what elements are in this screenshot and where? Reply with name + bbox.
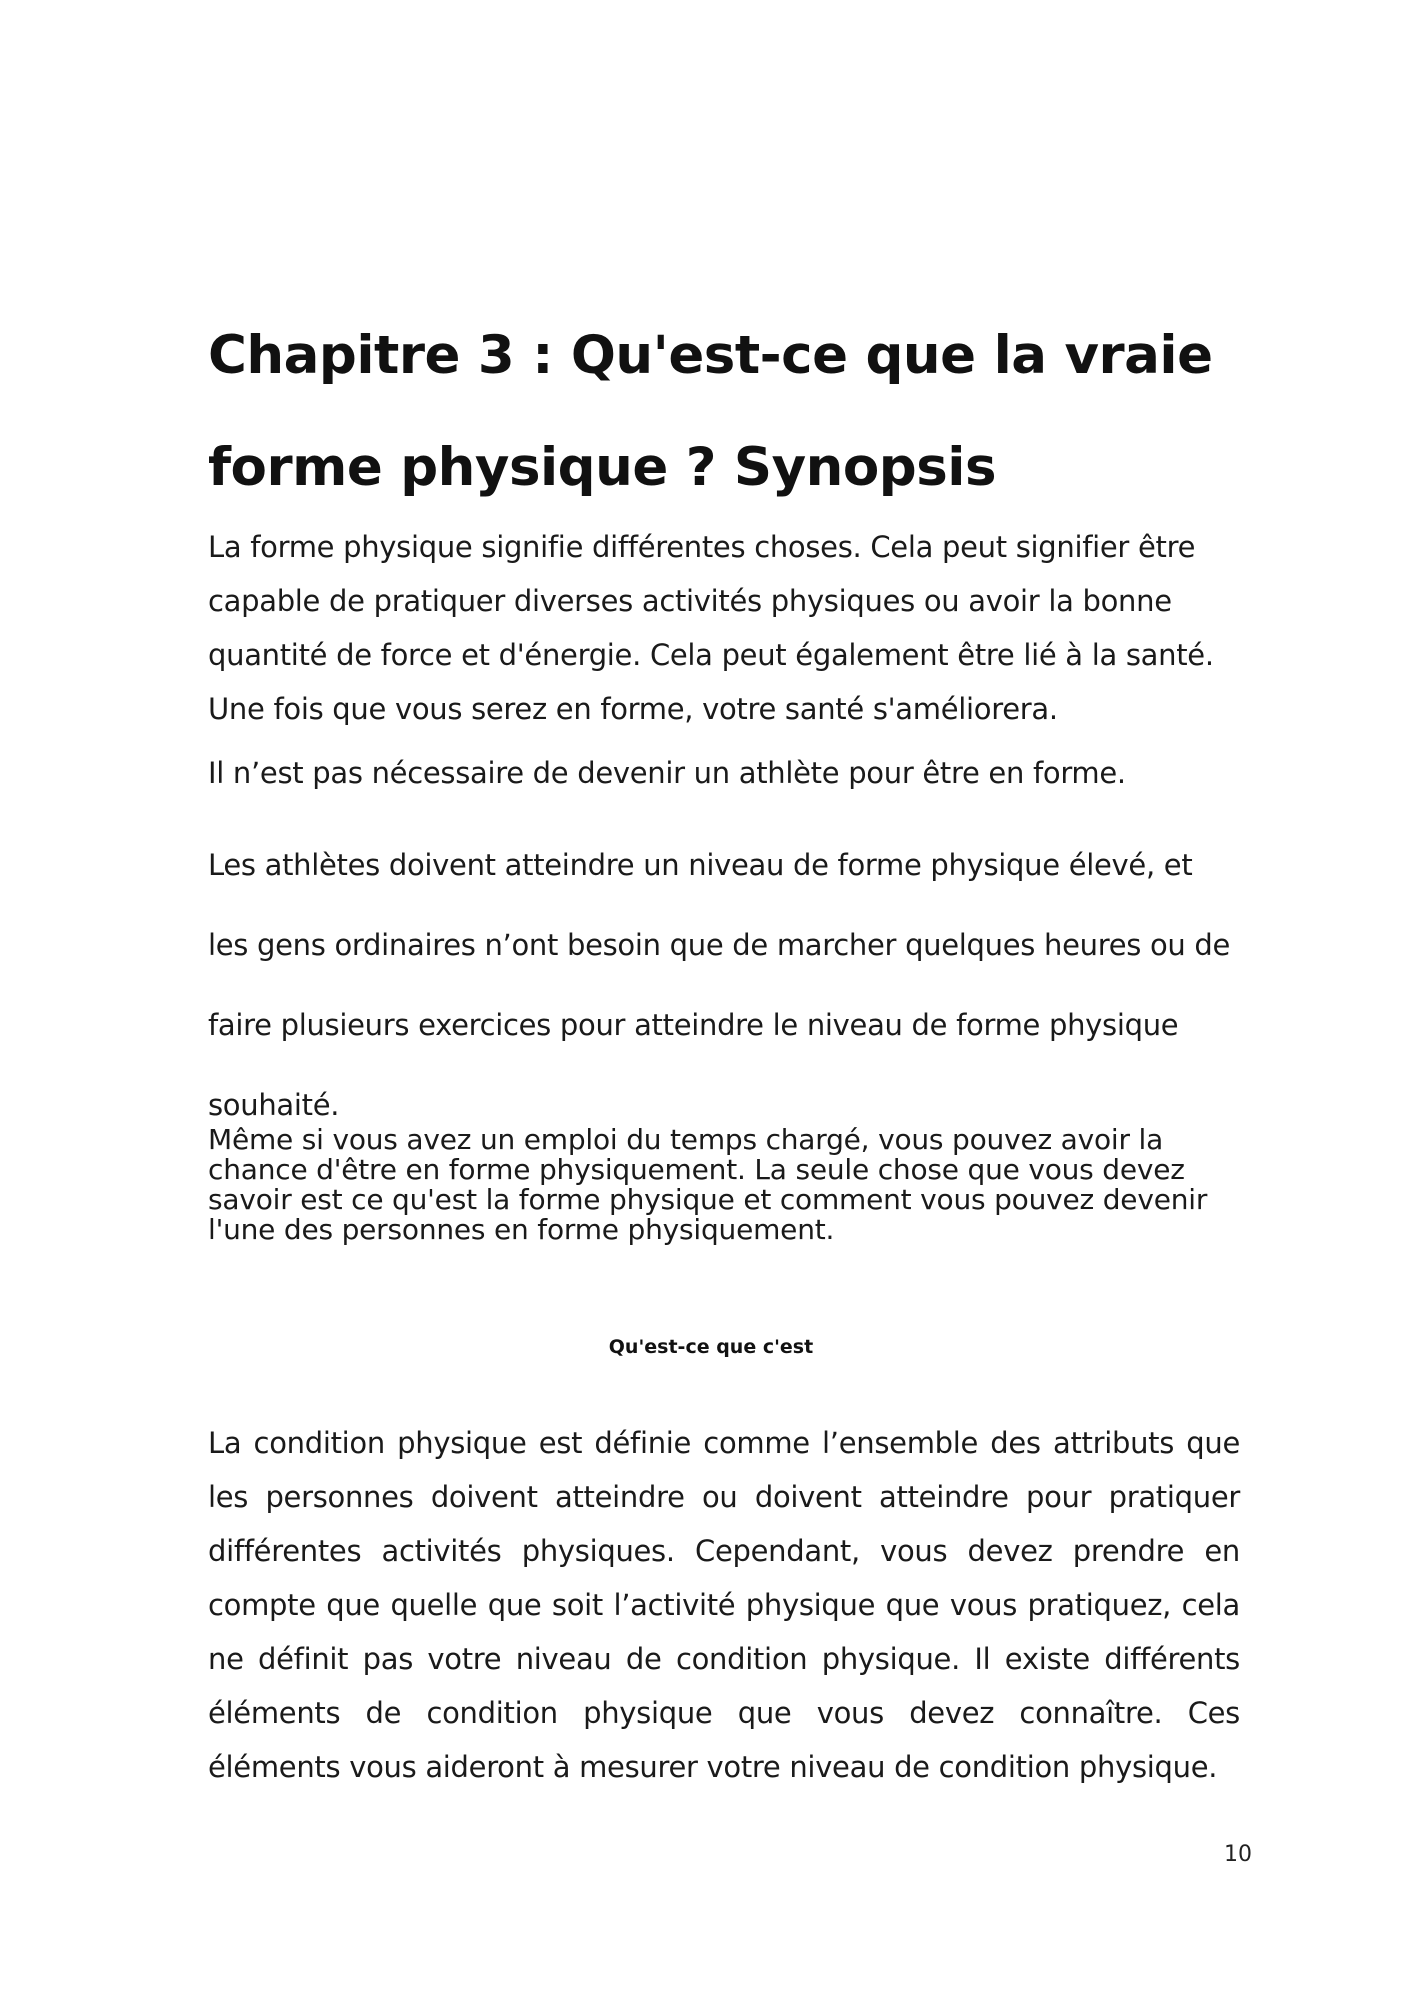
page-number: 10 (1224, 1842, 1252, 1867)
chapter-title: Chapitre 3 : Qu'est-ce que la vraie forme physique ? Synopsis (208, 325, 1213, 498)
paragraph-definition: La condition physique est définie comme l’ensemble des attributs que les personnes doivent atteindre ou doivent atteindre pour pratiquer différentes activités physiques. Cependant, vous devez prendre en compte que quelle que soit l’activité physique que vous pratiquez, cela ne définit pas votre niveau de condition physique. Il existe différents éléments de condition physique que vous devez connaître. Ces éléments vous aideront à mesurer votre niveau de condition physique. (208, 1426, 1240, 1784)
paragraph-intro: La forme physique signifie différentes choses. Cela peut signifier être capable de pratiquer diverses activités physiques ou avoir la bonne quantité de force et d'énergie. Cela peut également être lié à la santé. Une fois que vous serez en forme, votre santé s'améliorera. (208, 530, 1214, 726)
paragraph-fitness-levels: Les athlètes doivent atteindre un niveau de forme physique élevé, et les gens ordinaires n’ont besoin que de marcher quelques heures ou de faire plusieurs exercices pour atteindre le niveau de forme physique souhaité. (208, 848, 1231, 1122)
section-heading: Qu'est-ce que c'est (608, 1336, 814, 1358)
paragraph-busy-schedule: Même si vous avez un emploi du temps chargé, vous pouvez avoir la chance d'être en forme physiquement. La seule chose que vous devez savoir est ce qu'est la forme physique et comment vous pouvez devenir l'une des personnes en forme physiquement. (208, 1123, 1208, 1246)
paragraph-athlete: Il n’est pas nécessaire de devenir un athlète pour être en forme. (208, 756, 1126, 790)
